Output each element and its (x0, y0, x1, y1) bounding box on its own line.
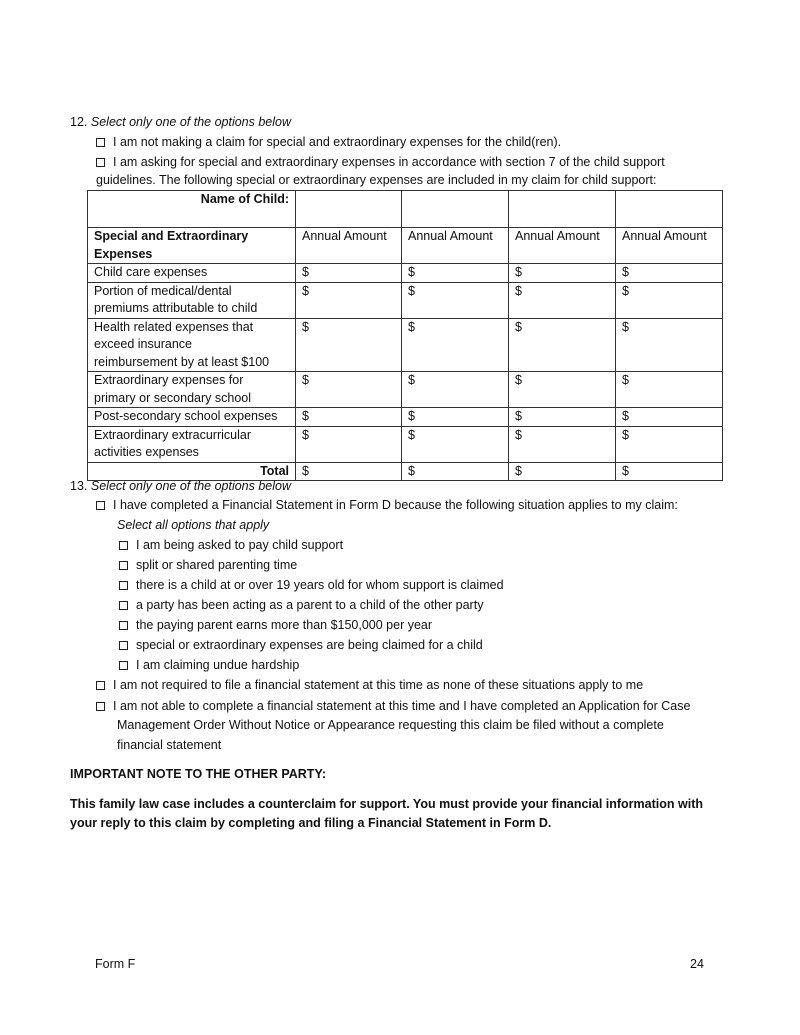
q12-heading (70, 113, 291, 131)
annual-amount-cell[interactable]: $ (296, 264, 402, 283)
q12-option-1-label: I am not making a claim for special and extraordinary expenses for the child(ren). (113, 135, 562, 149)
expense-label (88, 408, 296, 427)
expense-label-line: Extraordinary expenses for (94, 373, 244, 387)
table-row (88, 318, 723, 372)
expense-label-line: reimbursement by at least $100 (94, 354, 270, 369)
annual-amount-cell[interactable]: $ (509, 318, 616, 372)
child-name-cell[interactable] (509, 191, 616, 228)
child-name-cell[interactable] (616, 191, 723, 228)
total-amount-cell[interactable]: $ (296, 462, 402, 481)
checkbox[interactable] (119, 641, 128, 650)
checkbox[interactable] (96, 501, 105, 510)
annual-amount-cell[interactable]: $ (509, 426, 616, 462)
q12-option-2-label-continued: guidelines. The following special or extraordinary expenses are included in my claim for child support: (96, 173, 657, 187)
annual-amount-cell[interactable]: $ (509, 372, 616, 408)
checkbox[interactable] (119, 561, 128, 570)
note-line: This family law case includes a counterclaim for support. You must provide your financial information with (70, 797, 703, 811)
expense-label-line: exceed insurance (94, 337, 192, 351)
checkbox[interactable] (119, 541, 128, 550)
q12-number: 12. (70, 115, 88, 129)
expense-label (88, 372, 296, 408)
checkbox[interactable] (119, 621, 128, 630)
q13-sub-option-label: the paying parent earns more than $150,000 per year (136, 618, 433, 632)
name-of-child-label: Name of Child: (88, 191, 296, 228)
q12-option-2[interactable] (96, 153, 665, 171)
q12-option-2-continued (96, 171, 656, 189)
annual-amount-cell[interactable]: $ (296, 282, 402, 318)
annual-amount-cell[interactable]: $ (509, 264, 616, 283)
checkbox[interactable] (96, 702, 105, 711)
table-row (88, 264, 723, 283)
footer-page-number: 24 (690, 957, 704, 971)
annual-amount-cell[interactable]: $ (296, 318, 402, 372)
annual-amount-cell[interactable]: $ (616, 282, 723, 318)
q13-heading (70, 477, 291, 495)
annual-amount-cell[interactable]: $ (402, 264, 509, 283)
checkbox[interactable] (119, 601, 128, 610)
annual-amount-cell[interactable]: $ (616, 426, 723, 462)
q13-option-3-continued: Management Order Without Notice or Appearance requesting this claim be filed without a complete (117, 718, 664, 732)
annual-amount-cell[interactable]: $ (616, 264, 723, 283)
q13-sub-option[interactable] (119, 556, 297, 574)
table-row (88, 372, 723, 408)
q13-sub-option-label: I am claiming undue hardship (136, 658, 300, 672)
table-row (88, 426, 723, 462)
annual-amount-cell[interactable]: $ (509, 408, 616, 427)
expense-label-line: Health related expenses that (94, 319, 254, 334)
annual-amount-header: Annual Amount (402, 228, 509, 264)
q13-option-3-continued: financial statement (117, 738, 222, 752)
expense-label-line: Extraordinary extracurricular (94, 427, 251, 442)
total-amount-cell[interactable]: $ (402, 462, 509, 481)
annual-amount-cell[interactable]: $ (296, 426, 402, 462)
q13-sub-instruction: Select all options that apply (117, 518, 270, 532)
annual-amount-header: Annual Amount (296, 228, 402, 264)
total-label: Total (88, 462, 296, 481)
q13-sub-option[interactable] (119, 616, 432, 634)
annual-amount-cell[interactable]: $ (616, 372, 723, 408)
annual-amount-cell[interactable]: $ (296, 408, 402, 427)
annual-amount-cell[interactable]: $ (616, 318, 723, 372)
child-name-cell[interactable] (296, 191, 402, 228)
annual-amount-cell[interactable]: $ (402, 426, 509, 462)
q13-sub-option-label: I am being asked to pay child support (136, 538, 344, 552)
expense-label-line: premiums attributable to child (94, 301, 258, 315)
expenses-header: Special and Extraordinary Expenses (88, 228, 296, 264)
q12-instruction: Select only one of the options below (90, 115, 292, 129)
q13-sub-option-label: special or extraordinary expenses are being claimed for a child (136, 638, 483, 652)
total-amount-cell[interactable]: $ (616, 462, 723, 481)
annual-amount-cell[interactable]: $ (402, 408, 509, 427)
q13-sub-option[interactable] (119, 536, 343, 554)
q13-sub-option-label: split or shared parenting time (136, 558, 298, 572)
checkbox[interactable] (96, 158, 105, 167)
footer-form-name: Form F (95, 957, 136, 971)
table-header-row (88, 228, 723, 264)
table-row (88, 408, 723, 427)
expense-label-line: activities expenses (94, 445, 199, 459)
q12-option-1[interactable] (96, 133, 561, 151)
q13-sub-option-label: a party has been acting as a parent to a child of the other party (136, 598, 484, 612)
checkbox[interactable] (96, 138, 105, 147)
special-expenses-table (87, 190, 723, 481)
q13-instruction: Select only one of the options below (90, 479, 292, 493)
table-name-row (88, 191, 723, 228)
q13-option-3[interactable] (96, 697, 690, 715)
expense-label (88, 264, 296, 283)
q13-option-1-label: I have completed a Financial Statement in Form D because the following situation applies to my claim: (113, 498, 678, 512)
annual-amount-cell[interactable]: $ (509, 282, 616, 318)
child-name-cell[interactable] (402, 191, 509, 228)
q13-sub-option[interactable] (119, 576, 504, 594)
checkbox[interactable] (119, 581, 128, 590)
annual-amount-header: Annual Amount (509, 228, 616, 264)
q13-sub-option[interactable] (119, 656, 299, 674)
annual-amount-cell[interactable]: $ (402, 372, 509, 408)
q13-option-1[interactable] (96, 496, 678, 514)
expense-label (88, 282, 296, 318)
q13-option-2-label: I am not required to file a financial statement at this time as none of these situations apply to me (113, 678, 644, 692)
q13-number: 13. (70, 479, 88, 493)
checkbox[interactable] (119, 661, 128, 670)
annual-amount-header: Annual Amount (616, 228, 723, 264)
q12-option-2-label: I am asking for special and extraordinary expenses in accordance with section 7 of the child support (113, 155, 665, 169)
expense-label-line: Portion of medical/dental (94, 283, 232, 298)
expense-label-line: Child care expenses (94, 265, 208, 279)
expense-label (88, 318, 296, 372)
table-row (88, 282, 723, 318)
total-amount-cell[interactable]: $ (509, 462, 616, 481)
expense-label-line: Post-secondary school expenses (94, 409, 278, 423)
annual-amount-cell[interactable]: $ (296, 372, 402, 408)
expense-label (88, 426, 296, 462)
annual-amount-cell[interactable]: $ (402, 318, 509, 372)
checkbox[interactable] (96, 681, 105, 690)
note-heading: IMPORTANT NOTE TO THE OTHER PARTY: (70, 767, 327, 781)
q13-sub-option[interactable] (119, 636, 483, 654)
annual-amount-cell[interactable]: $ (616, 408, 723, 427)
expense-label-line: primary or secondary school (94, 390, 252, 405)
annual-amount-cell[interactable]: $ (402, 282, 509, 318)
q13-sub-option[interactable] (119, 596, 483, 614)
note-line: your reply to this claim by completing and filing a Financial Statement in Form D. (70, 816, 552, 830)
q13-sub-option-label: there is a child at or over 19 years old for whom support is claimed (136, 578, 504, 592)
q13-option-2[interactable] (96, 676, 643, 694)
q13-option-3-label: I am not able to complete a financial statement at this time and I have completed an Application for Case (113, 699, 691, 713)
